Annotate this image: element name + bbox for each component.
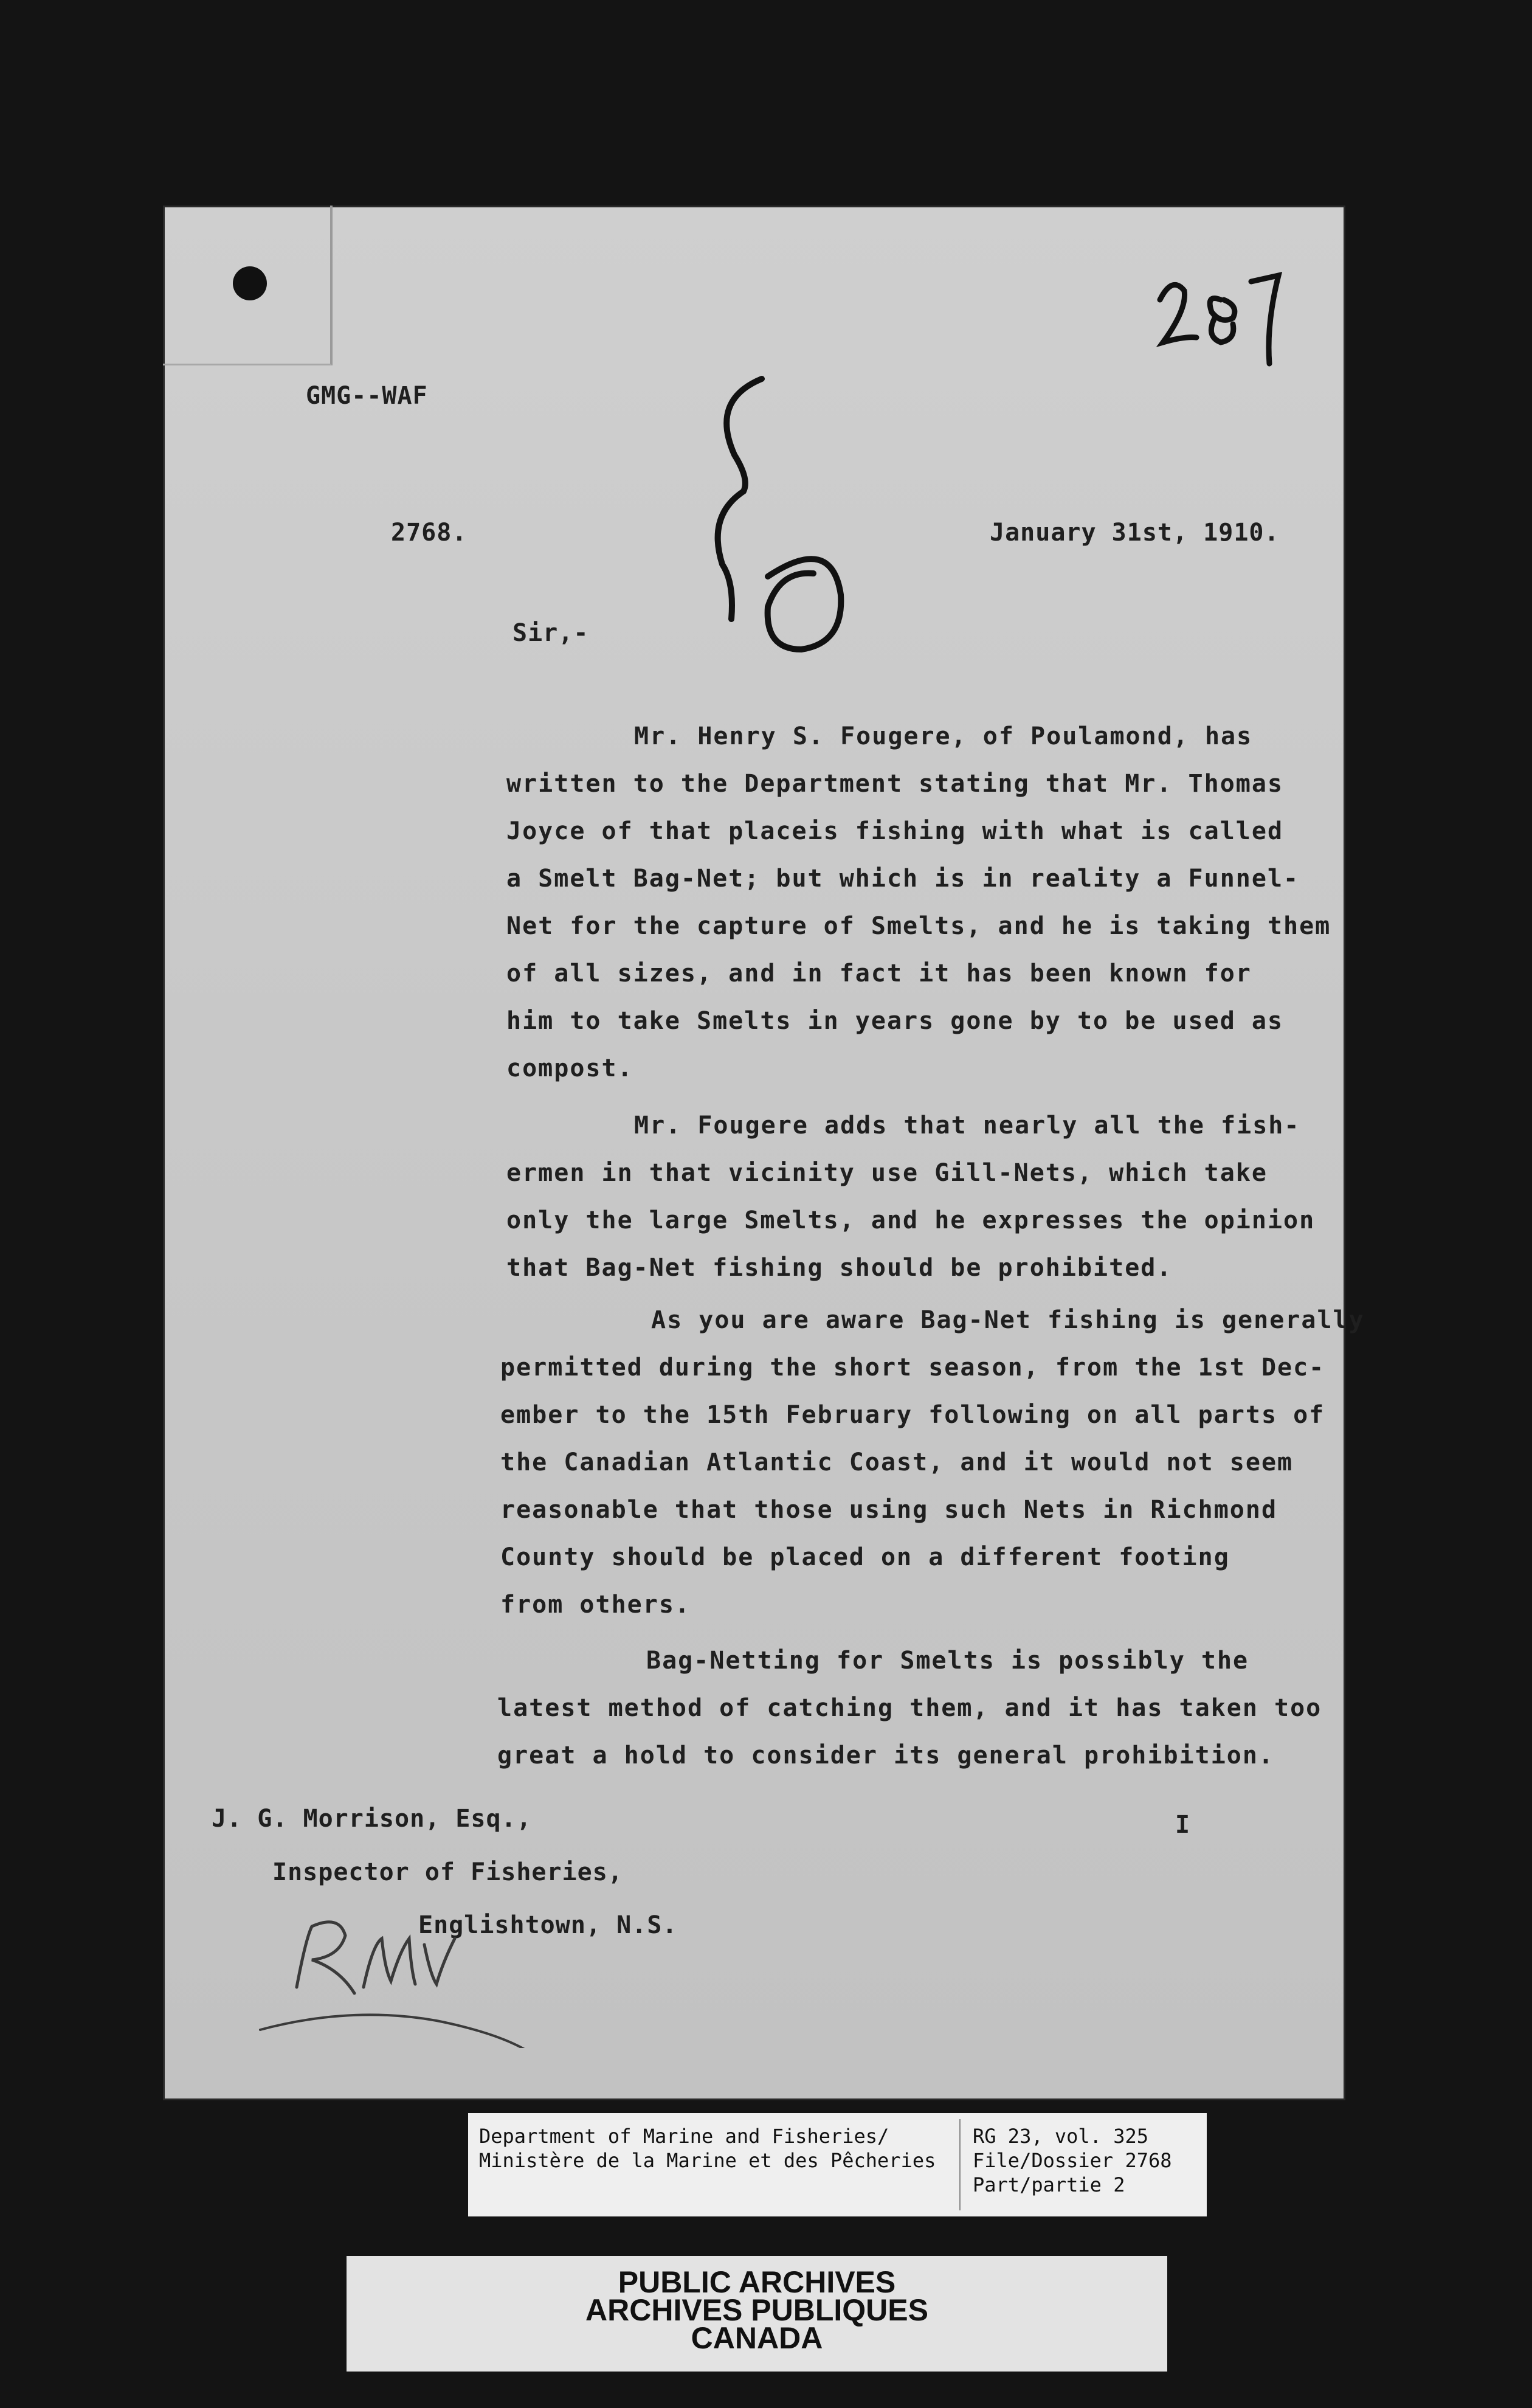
punch-hole (233, 266, 267, 300)
paragraph-line: only the large Smelts, and he expresses the opinion (506, 1206, 1316, 1234)
paragraph-line: from others. (500, 1591, 691, 1619)
letter-sheet (163, 206, 1365, 2100)
paragraph-line: Mr. Henry S. Fougere, of Poulamond, has (634, 722, 1253, 750)
paragraph-line: written to the Department stating that Mr. Thomas (506, 770, 1284, 798)
caption-divider (959, 2119, 961, 2210)
paragraph-line: a Smelt Bag-Net; but which is in reality a Funnel- (506, 865, 1300, 893)
paragraph-line: Joyce of that placeis fishing with what is called (506, 817, 1284, 845)
paragraph-line: permitted during the short season, from the 1st Dec- (500, 1354, 1325, 1382)
archives-stamp (347, 2256, 1167, 2372)
department-line: Ministère de la Marine et des Pêcheries (479, 2149, 936, 2172)
paragraph-line: As you are aware Bag-Net fishing is generally (651, 1306, 1365, 1334)
archive-reference-label (468, 2113, 1207, 2216)
handwritten-initials (254, 1902, 546, 2048)
stamp-line: ARCHIVES PUBLIQUES (585, 2293, 928, 2327)
paragraph-line: him to take Smelts in years gone by to be used as (506, 1007, 1284, 1035)
paragraph-line: ember to the 15th February following on all parts of (500, 1401, 1325, 1429)
file-dossier: File/Dossier 2768 (973, 2149, 1172, 2172)
paragraph-line: that Bag-Net fishing should be prohibited. (506, 1254, 1173, 1282)
record-group: RG 23, vol. 325 (973, 2125, 1148, 2148)
department-line: Department of Marine and Fisheries/ (479, 2125, 889, 2148)
paragraph-line: of all sizes, and in fact it has been known for (506, 960, 1252, 988)
stamp-line: PUBLIC ARCHIVES (618, 2265, 896, 2299)
addressee-title: Inspector of Fisheries, (272, 1858, 623, 1886)
paragraph-line: reasonable that those using such Nets in Richmond (500, 1496, 1278, 1524)
handwritten-page-number (1148, 257, 1288, 379)
letter-date: January 31st, 1910. (990, 519, 1280, 547)
paragraph-line: the Canadian Atlantic Coast, and it would not seem (500, 1448, 1294, 1476)
paragraph-line: County should be placed on a different footing (500, 1543, 1230, 1571)
paragraph-line: compost. (506, 1054, 633, 1082)
department-block (479, 2124, 936, 2173)
salutation: Sir,- (512, 619, 589, 647)
stamp-line: CANADA (691, 2321, 823, 2355)
handwritten-file-mark (698, 364, 856, 680)
file-reference-block (973, 2124, 1172, 2197)
reference-initials: GMG--WAF (306, 382, 428, 410)
file-part: Part/partie 2 (973, 2173, 1125, 2196)
paragraph-line: Bag-Netting for Smelts is possibly the (646, 1647, 1249, 1675)
paragraph-line: Mr. Fougere adds that nearly all the fish- (634, 1112, 1300, 1140)
paragraph-line: great a hold to consider its general prohibition. (497, 1742, 1275, 1770)
paragraph-line: ermen in that vicinity use Gill-Nets, which take (506, 1159, 1268, 1187)
addressee-location: Englishtown, N.S. (418, 1911, 678, 1939)
addressee-name: J. G. Morrison, Esq., (212, 1805, 532, 1833)
marginal-mark: I (1175, 1811, 1191, 1839)
paragraph-line: Net for the capture of Smelts, and he is taking them (506, 912, 1331, 940)
file-number: 2768. (391, 519, 468, 547)
paragraph-line: latest method of catching them, and it has taken too (497, 1694, 1322, 1722)
